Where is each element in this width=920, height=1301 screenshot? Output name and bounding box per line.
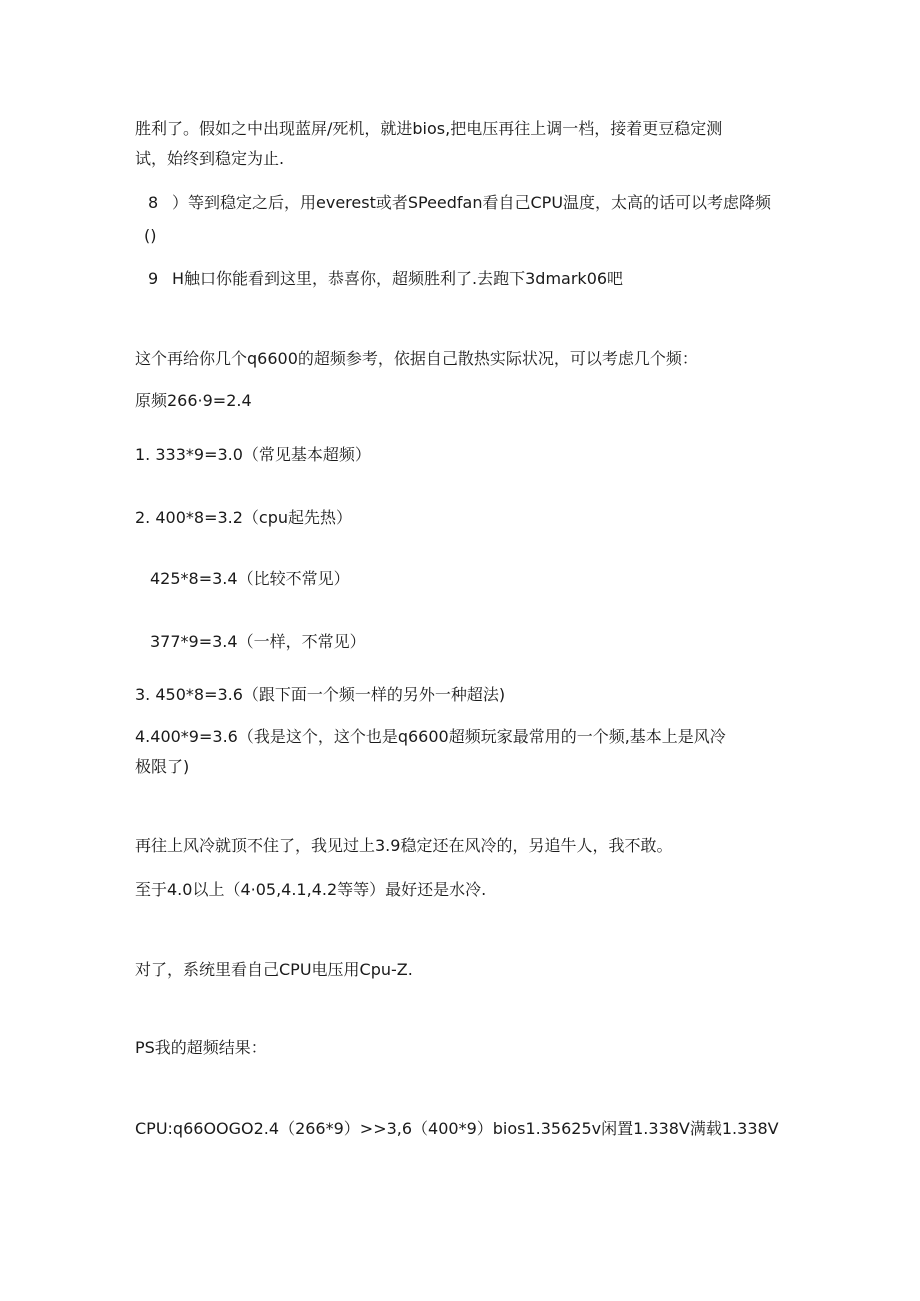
freq-item-2: 2. 400*8=3.2（cpu起先热）	[135, 508, 353, 527]
cpuz-note: 对了，系统里看自己CPU电压用Cpu-Z.	[135, 960, 413, 979]
freq-item-4-line1: 4.400*9=3.6（我是这个，这个也是q6600超频玩家最常用的一个频,基本上是风冷	[135, 727, 726, 746]
freq-item-4-line2: 极限了)	[135, 757, 190, 776]
freq-item-2a: 425*8=3.4（比较不常见）	[150, 569, 350, 588]
step-9-text: H触口你能看到这里，恭喜你，超频胜利了.去跑下3dmark06吧	[172, 269, 624, 288]
air-cooling-limit: 再往上风冷就顶不住了，我见过上3.9稳定还在风冷的，另追牛人，我不敢。	[135, 836, 673, 855]
step-9-number: 9	[148, 269, 159, 288]
overclock-result: CPU:q66OOGO2.4（266*9）>>3,6（400*9）bios1.35625v闲置1.338V满载1.338V	[135, 1119, 779, 1138]
original-frequency: 原频266·9=2.4	[135, 391, 252, 410]
step-9	[148, 268, 623, 290]
step-8-line2: ()	[144, 226, 157, 245]
step-8-text: ）等到稳定之后，用everest或者SPeedfan看自己CPU温度，太高的话可以考虑降频	[172, 193, 772, 212]
step-8-number: 8	[148, 193, 159, 212]
q6600-intro: 这个再给你几个q6600的超频参考，依据自己散热实际状况，可以考虑几个频：	[135, 349, 698, 368]
freq-item-3: 3. 450*8=3.6（跟下面一个频一样的另外一种超法)	[135, 685, 506, 704]
paragraph-overclock-win-line2: 试，始终到稳定为止.	[135, 149, 285, 168]
ps-heading: PS我的超频结果：	[135, 1038, 267, 1057]
freq-item-1: 1. 333*9=3.0（常见基本超频）	[135, 445, 371, 464]
water-cooling-note: 至于4.0以上（4·05,4.1,4.2等等）最好还是水冷.	[135, 880, 487, 899]
step-8	[148, 192, 771, 214]
paragraph-overclock-win-line1: 胜利了。假如之中出现蓝屏/死机，就进bios,把电压再往上调一档，接着更豆稳定测	[135, 119, 723, 138]
freq-item-2b: 377*9=3.4（一样，不常见）	[150, 632, 366, 651]
